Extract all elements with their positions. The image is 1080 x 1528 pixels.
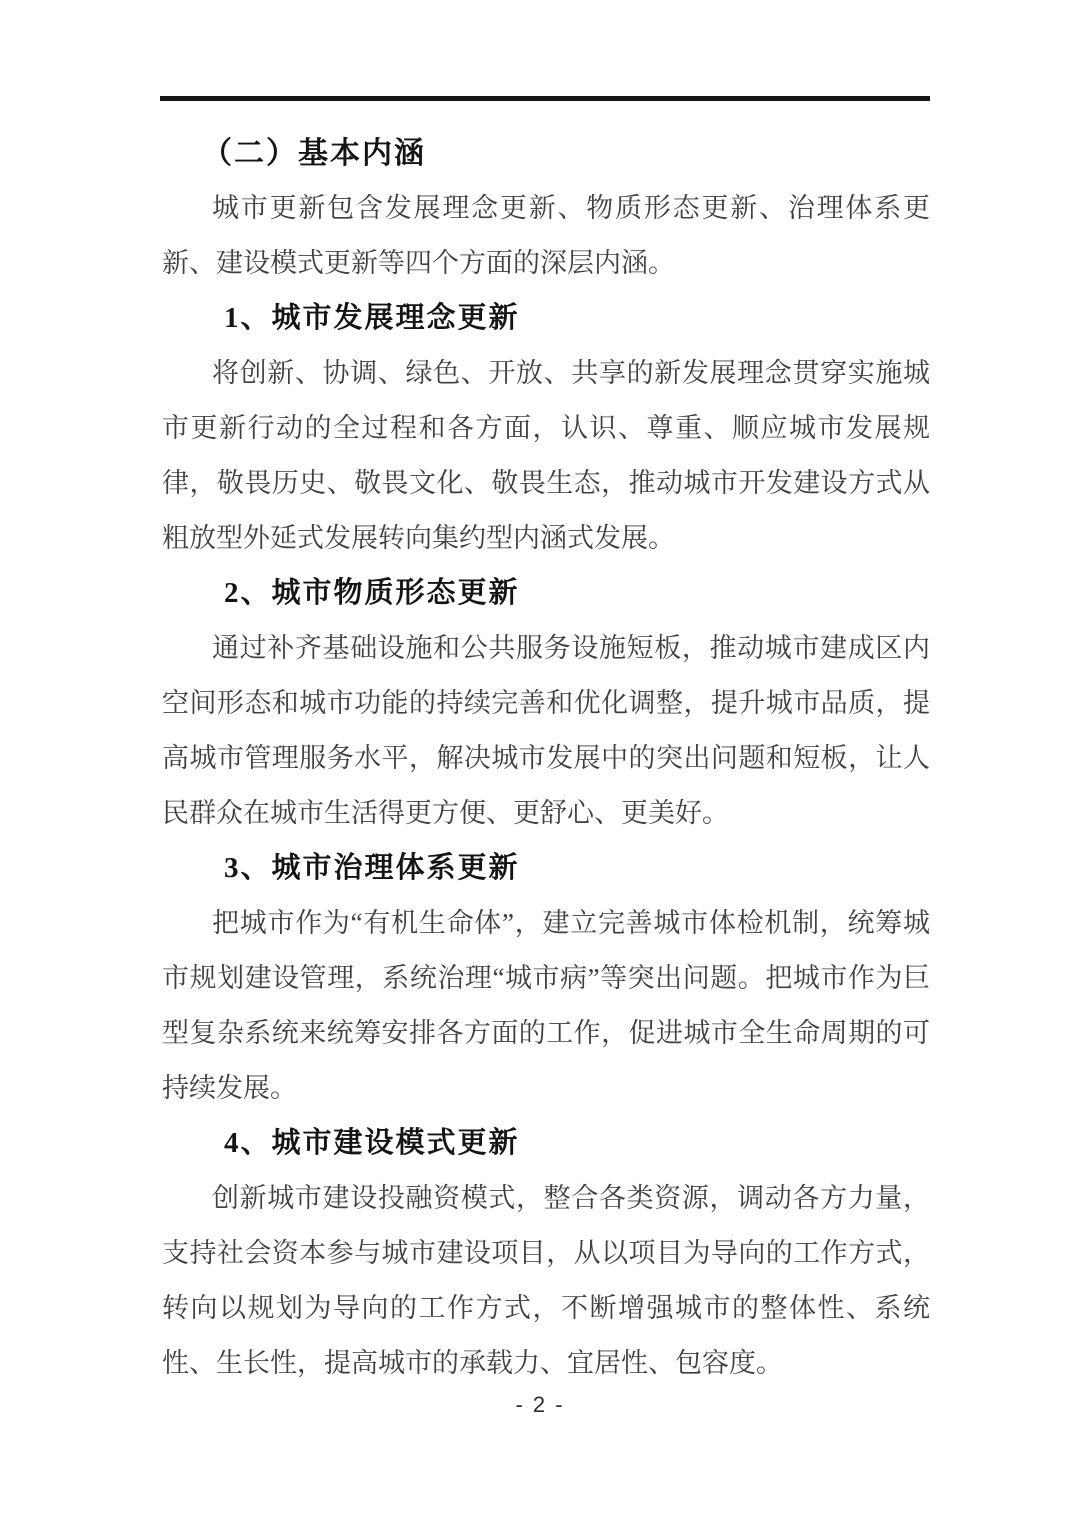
document-content: [162, 126, 930, 1391]
subsection-heading-4: 4、城市建设模式更新: [224, 1127, 520, 1159]
subsection-body-2: 通过补齐基础设施和公共服务设施短板，推动城市建成区内空间形态和城市功能的持续完善和优化调整，提升城市品质，提高城市管理服务水平，解决城市发展中的突出问题和短板，让人民群众在城市生活得更方便、更舒心、更美好。: [162, 633, 930, 828]
header-rule: [160, 96, 930, 101]
page-footer: [0, 1390, 1080, 1420]
page-number: - 2 -: [515, 1392, 565, 1417]
subsection-body-4: 创新城市建设投融资模式，整合各类资源，调动各方力量，支持社会资本参与城市建设项目，从以项目为导向的工作方式，转向以规划为导向的工作方式，不断增强城市的整体性、系统性、生长性，提高城市的承载力、宜居性、包容度。: [162, 1183, 930, 1378]
subsection-heading-3: 3、城市治理体系更新: [224, 852, 520, 884]
subsection-body-1: 将创新、协调、绿色、开放、共享的新发展理念贯穿实施城市更新行动的全过程和各方面，认识、尊重、顺应城市发展规律，敬畏历史、敬畏文化、敬畏生态，推动城市开发建设方式从粗放型外延式发展转向集约型内涵式发展。: [162, 358, 930, 553]
subsection-body-3: 把城市作为“有机生命体”，建立完善城市体检机制，统筹城市规划建设管理，系统治理“城市病”等突出问题。把城市作为巨型复杂系统来统筹安排各方面的工作，促进城市全生命周期的可持续发展。: [162, 908, 930, 1103]
intro-paragraph: 城市更新包含发展理念更新、物质形态更新、治理体系更新、建设模式更新等四个方面的深层内涵。: [162, 193, 930, 278]
subsection-heading-2: 2、城市物质形态更新: [224, 577, 520, 609]
subsection-heading-1: 1、城市发展理念更新: [224, 302, 520, 334]
section-heading: （二）基本内涵: [202, 137, 426, 170]
